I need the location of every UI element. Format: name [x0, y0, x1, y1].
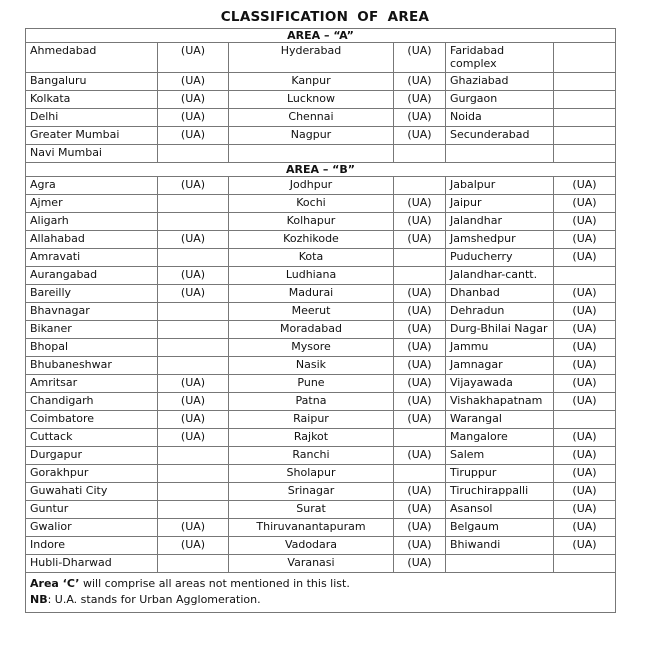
- table-row: [26, 375, 616, 393]
- city-cell: Madurai: [229, 285, 394, 303]
- ua-cell: [158, 447, 229, 465]
- ua-cell: (UA): [394, 411, 446, 429]
- ua-cell: (UA): [394, 195, 446, 213]
- city-cell: Vijayawada: [446, 375, 554, 393]
- city-cell: Bhavnagar: [26, 303, 158, 321]
- table-row: [26, 483, 616, 501]
- city-cell: Durg-Bhilai Nagar: [446, 321, 554, 339]
- ua-cell: (UA): [394, 357, 446, 375]
- ua-cell: (UA): [394, 519, 446, 537]
- area-a-heading-row: [26, 29, 616, 43]
- city-cell: Greater Mumbai: [26, 127, 158, 145]
- city-cell: Bareilly: [26, 285, 158, 303]
- city-cell: Meerut: [229, 303, 394, 321]
- ua-cell: (UA): [394, 109, 446, 127]
- ua-cell: (UA): [394, 303, 446, 321]
- city-cell: Rajkot: [229, 429, 394, 447]
- city-cell: Jaipur: [446, 195, 554, 213]
- ua-cell: (UA): [394, 91, 446, 109]
- nb-text: : U.A. stands for Urban Agglomeration.: [47, 593, 261, 606]
- table-row: [26, 303, 616, 321]
- city-cell: Raipur: [229, 411, 394, 429]
- ua-cell: (UA): [158, 231, 229, 249]
- ua-cell: [158, 303, 229, 321]
- table-row: [26, 109, 616, 127]
- ua-cell: (UA): [394, 393, 446, 411]
- area-c-text: will comprise all areas not mentioned in this list.: [79, 577, 350, 590]
- city-cell: Ahmedabad: [26, 43, 158, 73]
- city-cell: Ghaziabad: [446, 73, 554, 91]
- city-cell: Jamnagar: [446, 357, 554, 375]
- ua-cell: (UA): [554, 357, 616, 375]
- area-b-heading: AREA – “B”: [26, 163, 616, 177]
- city-cell: Kanpur: [229, 73, 394, 91]
- table-row: [26, 285, 616, 303]
- city-cell: Nasik: [229, 357, 394, 375]
- city-cell: Dhanbad: [446, 285, 554, 303]
- table-row: [26, 91, 616, 109]
- table-row: [26, 393, 616, 411]
- table-row: [26, 195, 616, 213]
- table-row: [26, 429, 616, 447]
- ua-cell: [394, 249, 446, 267]
- ua-cell: (UA): [394, 537, 446, 555]
- city-cell: Jabalpur: [446, 177, 554, 195]
- city-cell: Ranchi: [229, 447, 394, 465]
- city-cell: Ajmer: [26, 195, 158, 213]
- table-row: [26, 213, 616, 231]
- ua-cell: [158, 195, 229, 213]
- city-cell: Aurangabad: [26, 267, 158, 285]
- table-row: [26, 339, 616, 357]
- city-cell: Patna: [229, 393, 394, 411]
- ua-cell: (UA): [554, 213, 616, 231]
- ua-cell: (UA): [554, 195, 616, 213]
- ua-cell: (UA): [554, 249, 616, 267]
- city-cell: Belgaum: [446, 519, 554, 537]
- ua-cell: (UA): [158, 285, 229, 303]
- city-cell: Warangal: [446, 411, 554, 429]
- area-a-heading: AREA – “A”: [26, 29, 616, 43]
- ua-cell: (UA): [158, 73, 229, 91]
- ua-cell: [158, 555, 229, 573]
- city-cell: Bikaner: [26, 321, 158, 339]
- table-row: [26, 73, 616, 91]
- ua-cell: (UA): [554, 393, 616, 411]
- city-cell: Cuttack: [26, 429, 158, 447]
- table-row: [26, 357, 616, 375]
- city-cell: Mysore: [229, 339, 394, 357]
- table-row: [26, 43, 616, 73]
- city-cell: Amravati: [26, 249, 158, 267]
- city-cell: Salem: [446, 447, 554, 465]
- footer-notes: [26, 573, 616, 613]
- city-cell: Varanasi: [229, 555, 394, 573]
- ua-cell: (UA): [158, 177, 229, 195]
- city-cell: [446, 555, 554, 573]
- city-cell: Aligarh: [26, 213, 158, 231]
- ua-cell: (UA): [158, 91, 229, 109]
- ua-cell: [554, 43, 616, 73]
- ua-cell: (UA): [554, 177, 616, 195]
- ua-cell: [158, 145, 229, 163]
- ua-cell: (UA): [394, 447, 446, 465]
- ua-cell: (UA): [158, 267, 229, 285]
- city-cell: Agra: [26, 177, 158, 195]
- ua-cell: [554, 127, 616, 145]
- city-cell: Jamshedpur: [446, 231, 554, 249]
- ua-cell: [158, 321, 229, 339]
- table-row: [26, 465, 616, 483]
- city-cell: Tiruchirappalli: [446, 483, 554, 501]
- ua-cell: (UA): [554, 483, 616, 501]
- ua-cell: [158, 357, 229, 375]
- ua-cell: (UA): [158, 375, 229, 393]
- city-cell: Asansol: [446, 501, 554, 519]
- area-c-note: [30, 576, 611, 592]
- city-cell: Mangalore: [446, 429, 554, 447]
- ua-cell: (UA): [394, 231, 446, 249]
- city-cell: Gorakhpur: [26, 465, 158, 483]
- city-cell: Bhubaneshwar: [26, 357, 158, 375]
- table-row: [26, 231, 616, 249]
- city-cell: Lucknow: [229, 91, 394, 109]
- city-cell: Gwalior: [26, 519, 158, 537]
- city-cell: Moradabad: [229, 321, 394, 339]
- city-cell: Kochi: [229, 195, 394, 213]
- ua-cell: (UA): [554, 303, 616, 321]
- city-cell: Vadodara: [229, 537, 394, 555]
- table-row: [26, 145, 616, 163]
- ua-cell: [394, 429, 446, 447]
- ua-cell: (UA): [394, 555, 446, 573]
- city-cell: Hyderabad: [229, 43, 394, 73]
- city-cell: Bangaluru: [26, 73, 158, 91]
- city-cell: Kolhapur: [229, 213, 394, 231]
- ua-cell: [394, 177, 446, 195]
- city-cell: Noida: [446, 109, 554, 127]
- table-row: [26, 249, 616, 267]
- table-row: [26, 447, 616, 465]
- area-classification-table: [25, 28, 616, 613]
- city-cell: Chandigarh: [26, 393, 158, 411]
- city-cell: Delhi: [26, 109, 158, 127]
- ua-cell: [158, 339, 229, 357]
- city-cell: Jalandhar: [446, 213, 554, 231]
- ua-cell: (UA): [158, 537, 229, 555]
- city-cell: Chennai: [229, 109, 394, 127]
- city-cell: Jodhpur: [229, 177, 394, 195]
- area-b-heading-row: [26, 163, 616, 177]
- table-row: [26, 537, 616, 555]
- city-cell: Indore: [26, 537, 158, 555]
- ua-cell: (UA): [394, 127, 446, 145]
- footer-row: [26, 573, 616, 613]
- nb-note: [30, 592, 611, 608]
- table-row: [26, 555, 616, 573]
- table-row: [26, 519, 616, 537]
- ua-cell: (UA): [394, 43, 446, 73]
- city-cell: [229, 145, 394, 163]
- ua-cell: (UA): [554, 321, 616, 339]
- city-cell: Tiruppur: [446, 465, 554, 483]
- area-c-label: Area ‘C’: [30, 577, 80, 590]
- ua-cell: (UA): [554, 519, 616, 537]
- ua-cell: [158, 483, 229, 501]
- city-cell: Bhopal: [26, 339, 158, 357]
- ua-cell: (UA): [394, 213, 446, 231]
- ua-cell: (UA): [554, 447, 616, 465]
- table-row: [26, 501, 616, 519]
- city-cell: Nagpur: [229, 127, 394, 145]
- page-title: CLASSIFICATION OF AREA: [220, 9, 430, 25]
- city-cell: Hubli-Dharwad: [26, 555, 158, 573]
- ua-cell: [158, 213, 229, 231]
- city-cell: Surat: [229, 501, 394, 519]
- ua-cell: (UA): [394, 501, 446, 519]
- ua-cell: (UA): [158, 127, 229, 145]
- table-row: [26, 127, 616, 145]
- table-row: [26, 411, 616, 429]
- city-cell: [446, 145, 554, 163]
- city-cell: Thiruvanantapuram: [229, 519, 394, 537]
- ua-cell: [554, 267, 616, 285]
- ua-cell: (UA): [554, 465, 616, 483]
- city-cell: Jammu: [446, 339, 554, 357]
- ua-cell: [158, 249, 229, 267]
- city-cell: Kozhikode: [229, 231, 394, 249]
- city-cell: Kolkata: [26, 91, 158, 109]
- ua-cell: (UA): [394, 483, 446, 501]
- ua-cell: [394, 465, 446, 483]
- city-cell: Jalandhar-cantt.: [446, 267, 554, 285]
- city-cell: Secunderabad: [446, 127, 554, 145]
- city-cell: Kota: [229, 249, 394, 267]
- city-cell: Puducherry: [446, 249, 554, 267]
- nb-label: NB: [30, 593, 48, 606]
- table-row: [26, 177, 616, 195]
- ua-cell: [554, 555, 616, 573]
- table-row: [26, 267, 616, 285]
- city-cell: Bhiwandi: [446, 537, 554, 555]
- ua-cell: [554, 411, 616, 429]
- city-cell: Srinagar: [229, 483, 394, 501]
- city-cell: Allahabad: [26, 231, 158, 249]
- ua-cell: (UA): [158, 411, 229, 429]
- table-row: [26, 321, 616, 339]
- city-cell: Coimbatore: [26, 411, 158, 429]
- ua-cell: (UA): [554, 375, 616, 393]
- ua-cell: (UA): [394, 285, 446, 303]
- city-cell: Faridabad complex: [446, 43, 554, 73]
- ua-cell: [158, 465, 229, 483]
- ua-cell: (UA): [554, 501, 616, 519]
- city-cell: Pune: [229, 375, 394, 393]
- ua-cell: [554, 91, 616, 109]
- city-cell: Amritsar: [26, 375, 158, 393]
- ua-cell: (UA): [554, 429, 616, 447]
- ua-cell: (UA): [554, 285, 616, 303]
- city-cell: Ludhiana: [229, 267, 394, 285]
- ua-cell: (UA): [158, 393, 229, 411]
- city-cell: Durgapur: [26, 447, 158, 465]
- ua-cell: (UA): [394, 339, 446, 357]
- ua-cell: (UA): [554, 339, 616, 357]
- ua-cell: (UA): [158, 43, 229, 73]
- city-cell: Guntur: [26, 501, 158, 519]
- city-cell: Gurgaon: [446, 91, 554, 109]
- ua-cell: (UA): [394, 375, 446, 393]
- ua-cell: (UA): [158, 109, 229, 127]
- ua-cell: [158, 501, 229, 519]
- city-cell: Navi Mumbai: [26, 145, 158, 163]
- ua-cell: (UA): [554, 231, 616, 249]
- ua-cell: [554, 109, 616, 127]
- city-cell: Vishakhapatnam: [446, 393, 554, 411]
- ua-cell: (UA): [158, 429, 229, 447]
- ua-cell: (UA): [158, 519, 229, 537]
- ua-cell: [554, 73, 616, 91]
- city-cell: Guwahati City: [26, 483, 158, 501]
- ua-cell: [394, 267, 446, 285]
- ua-cell: (UA): [394, 321, 446, 339]
- city-cell: Dehradun: [446, 303, 554, 321]
- ua-cell: [554, 145, 616, 163]
- ua-cell: [394, 145, 446, 163]
- ua-cell: (UA): [554, 537, 616, 555]
- city-cell: Sholapur: [229, 465, 394, 483]
- ua-cell: (UA): [394, 73, 446, 91]
